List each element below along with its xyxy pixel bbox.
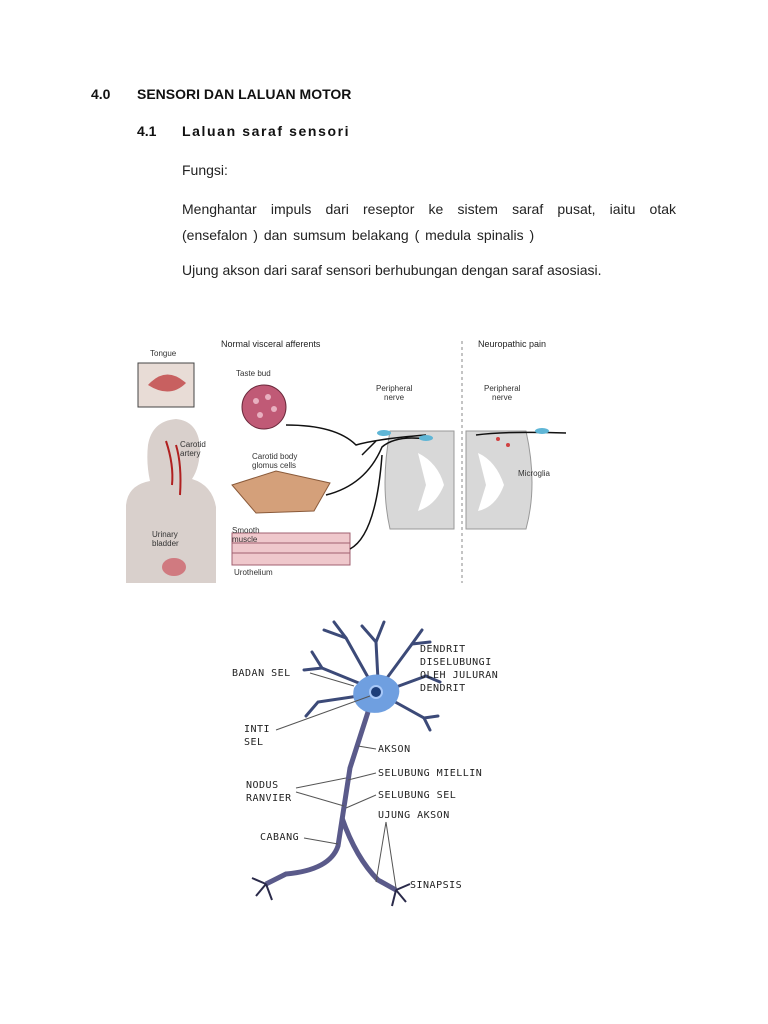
inti-sel-label: INTI [244,724,271,735]
dendrit-label: DISELUBUNGI [420,657,492,668]
fungsi-label: Fungsi: [182,162,228,178]
urinary-bladder-label: Urinary [152,530,178,539]
carotid-body-label: Carotid body [252,452,298,461]
section-number: 4.0 [91,86,111,102]
carotid-artery-label: artery [180,449,201,458]
selubung-miellin-label: SELUBUNG MIELLIN [378,768,483,779]
figure-title-left: Normal visceral afferents [221,339,321,349]
nerve-cell-body [419,435,433,441]
smooth-muscle-label: muscle [232,535,258,544]
paragraph-function [182,196,676,248]
urinary-bladder-label: bladder [152,539,179,548]
sinapsis-label: SINAPSIS [410,880,463,891]
selubung-sel-label: SELUBUNG SEL [378,790,457,801]
smooth-muscle-label: Smooth [232,526,260,535]
visceral-afferent-figure [126,335,576,583]
paragraph-line: (ensefalon ) dan sumsum belakang ( medula spinalis ) [182,227,535,243]
tongue-label: Tongue [150,349,177,358]
dendrit-label: DENDRIT [420,644,466,655]
nerve-cell-body [535,428,549,434]
peripheral-nerve-left-label: Peripheral [376,384,413,393]
nodus-ranvier-label: RANVIER [246,793,292,804]
figure-title-right: Neuropathic pain [478,339,547,349]
peripheral-nerve-left-label: nerve [384,393,405,402]
paragraph-line: Menghantar impuls dari reseptor ke sistem saraf pusat, iaitu otak [182,201,676,217]
taste-bud-label: Taste bud [236,369,271,378]
peripheral-nerve-right-label: Peripheral [484,384,521,393]
akson-label: AKSON [378,744,411,755]
bladder-shape [162,558,186,576]
badan-sel-label: BADAN SEL [232,668,291,679]
nodus-ranvier-label: NODUS [246,780,279,791]
dendrit-label: OLEH JULURAN [420,670,499,681]
ujung-akson-label: UJUNG AKSON [378,810,450,821]
carotid-artery-label: Carotid [180,440,206,449]
nucleus-shape [370,686,382,698]
neuron-diagram [226,618,526,938]
axon-branch [342,818,396,890]
subsection-number: 4.1 [137,123,157,139]
peripheral-nerve-right-label: nerve [492,393,513,402]
urothelium-label: Urothelium [234,568,273,577]
dendrit-label: DENDRIT [420,683,466,694]
cabang-label: CABANG [260,832,300,843]
carotid-body-shape [232,471,330,513]
subsection-title: Laluan saraf sensori [182,123,351,139]
spinal-cord-left [385,431,454,529]
section-title: SENSORI DAN LALUAN MOTOR [137,86,352,102]
inti-sel-label: SEL [244,737,264,748]
taste-bud-shape [242,385,286,429]
microglia-label: Microglia [518,469,551,478]
nerve-cell-body [377,430,391,436]
paragraph-axon: Ujung akson dari saraf sensori berhubungan dengan saraf asosiasi. [182,262,602,278]
carotid-body-label: glomus cells [252,461,297,470]
